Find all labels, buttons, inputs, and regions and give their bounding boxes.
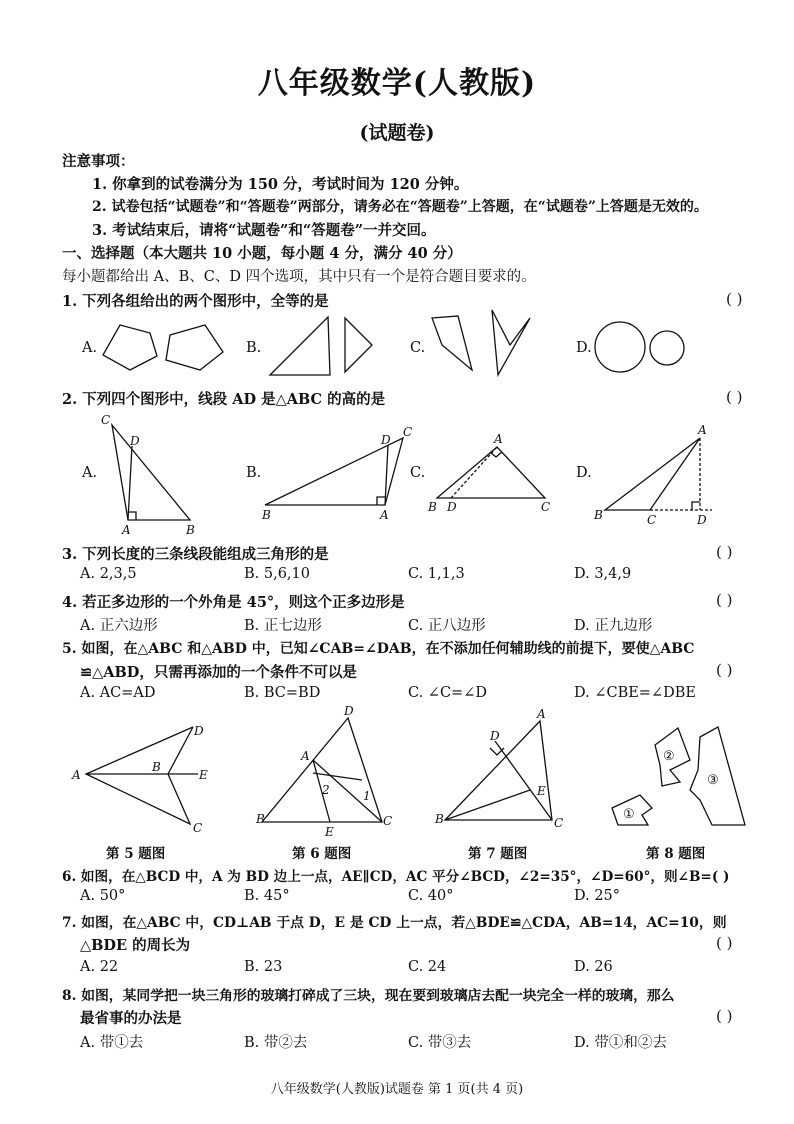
fig7-label-b: B: [435, 812, 444, 826]
q2-option-b: B.: [246, 465, 262, 481]
q6-option-d: D. 25°: [574, 888, 621, 904]
fig5-label-b: B: [152, 760, 161, 774]
q2c-label-d: D: [447, 500, 457, 514]
q2-stem: 2. 下列四个图形中，线段 AD 是△ABC 的高的是: [62, 391, 386, 408]
notes-heading: 注意事项：: [62, 153, 135, 170]
q2d-label-d: D: [697, 513, 707, 527]
caption-fig7: 第 7 题图: [468, 846, 528, 862]
fig8-label-3: ③: [707, 773, 719, 788]
note-1: 1. 你拿到的试卷满分为 150 分，考试时间为 120 分钟。: [92, 176, 469, 193]
q4-option-b: B. 正七边形: [244, 618, 322, 634]
q2d-label-c: C: [647, 513, 657, 527]
q6-stem: 6. 如图，在△BCD 中，A 为 BD 边上一点，AE∥CD，AC 平分∠BCD，∠2=35°，∠D=60°，则∠B=( ): [62, 869, 730, 885]
fig6-label-a: A: [301, 749, 310, 763]
fig5-label-e: E: [199, 768, 208, 782]
fig8-label-2: ②: [663, 749, 675, 764]
q8-stem: 8. 如图，某同学把一块三角形的玻璃打碎成了三块，现在要到玻璃店去配一块完全一样的玻璃，那么: [62, 988, 675, 1004]
q1-stem: 1. 下列各组给出的两个图形中，全等的是: [62, 293, 329, 310]
q1-answer-paren: ( ): [726, 290, 743, 308]
fig8-label-1: ①: [623, 807, 635, 822]
fig6-label-2: 2: [322, 783, 330, 797]
q3-option-b: B. 5,6,10: [244, 566, 310, 582]
q3-option-d: D. 3,4,9: [574, 566, 632, 582]
q7-stem: 7. 如图，在△ABC 中，CD⊥AB 于点 D，E 是 CD 上一点，若△BDE≌△CDA，AB=14，AC=10，则: [62, 915, 727, 931]
q2-option-a: A.: [82, 465, 98, 481]
q2a-label-b: B: [186, 523, 195, 537]
q8-answer-paren: ( ): [716, 1007, 733, 1025]
fig5-outline: [86, 727, 193, 824]
q1-option-c: C.: [410, 340, 426, 356]
q7-stem-cont: △BDE 的周长为: [80, 937, 191, 954]
q8-stem-cont: 最省事的办法是: [80, 1010, 182, 1027]
q2-answer-paren: ( ): [726, 388, 743, 406]
q2b-label-b: B: [262, 508, 271, 522]
q7-option-a: A. 22: [80, 959, 119, 975]
q8-option-b: B. 带②去: [244, 1035, 308, 1051]
q4-option-a: A. 正六边形: [80, 618, 158, 634]
q3-stem: 3. 下列长度的三条线段能组成三角形的是: [62, 546, 329, 563]
q1-option-d: D.: [576, 340, 592, 356]
fig7-label-d: D: [490, 729, 500, 743]
page-subtitle: (试题卷): [359, 122, 435, 144]
q2c-label-a: A: [494, 432, 503, 446]
q8-option-c: C. 带③去: [408, 1035, 472, 1051]
section-heading: 一、选择题（本大题共 10 小题，每小题 4 分，满分 40 分）: [62, 245, 462, 262]
q3-option-a: A. 2,3,5: [80, 566, 137, 582]
q2a-label-c: C: [101, 413, 111, 427]
fig6-label-1: 1: [363, 789, 371, 803]
caption-fig8: 第 8 题图: [646, 846, 706, 862]
note-3: 3. 考试结束后，请将“试题卷”和“答题卷”一并交回。: [92, 222, 436, 239]
q5-stem-cont: ≌△ABD，只需再添加的一个条件不可以是: [80, 664, 357, 681]
q2b-label-c: C: [403, 425, 413, 439]
fig6-label-d: D: [344, 704, 354, 718]
q5-option-c: C. ∠C=∠D: [408, 685, 487, 701]
q2d-label-a: A: [698, 423, 707, 437]
q7-option-b: B. 23: [244, 959, 283, 975]
note-2: 2. 试卷包括“试题卷”和“答题卷”两部分，请务必在“答题卷”上答题，在“试题卷”上答题是无效的。: [92, 199, 708, 215]
fig6-label-b: B: [256, 812, 265, 826]
q2c-label-b: B: [428, 500, 437, 514]
q6-option-b: B. 45°: [244, 888, 290, 904]
fig5-label-a: A: [72, 768, 81, 782]
page-title: 八年级数学(人教版): [257, 66, 537, 101]
q3-answer-paren: ( ): [716, 543, 733, 561]
fig7-line-be: [445, 790, 530, 820]
caption-fig5: 第 5 题图: [106, 846, 166, 862]
q7-option-c: C. 24: [408, 959, 447, 975]
q2b-label-d: D: [381, 433, 391, 447]
section-instruction: 每小题都给出 A、B、C、D 四个选项，其中只有一个是符合题目要求的。: [62, 269, 536, 285]
q5-option-b: B. BC=BD: [244, 685, 321, 701]
q5-answer-paren: ( ): [716, 661, 733, 679]
fig7-label-c: C: [554, 816, 564, 830]
q4-option-c: C. 正八边形: [408, 618, 486, 634]
q7-option-d: D. 26: [574, 959, 613, 975]
page-footer: 八年级数学(人教版)试题卷 第 1 页(共 4 页): [270, 1082, 524, 1097]
q8-option-d: D. 带①和②去: [574, 1035, 667, 1051]
q2c-label-c: C: [541, 500, 551, 514]
q2d-label-b: B: [594, 508, 603, 522]
q7-answer-paren: ( ): [716, 934, 733, 952]
fig6-label-e: E: [325, 825, 334, 839]
fig7-label-e: E: [537, 784, 546, 798]
fig6-line-inner: [313, 773, 362, 780]
q1-option-b: B.: [246, 340, 262, 356]
fig7-label-a: A: [537, 707, 546, 721]
fig5-label-c: C: [193, 821, 203, 835]
q2-option-c: C.: [410, 465, 426, 481]
q4-option-d: D. 正九边形: [574, 618, 653, 634]
q4-stem: 4. 若正多边形的一个外角是 45°，则这个正多边形是: [62, 594, 405, 611]
q6-option-a: A. 50°: [80, 888, 126, 904]
q2a-label-d: D: [130, 434, 140, 448]
q3-option-c: C. 1,1,3: [408, 566, 465, 582]
q2a-label-a: A: [122, 523, 131, 537]
q6-option-c: C. 40°: [408, 888, 454, 904]
caption-fig6: 第 6 题图: [292, 846, 352, 862]
q2-option-d: D.: [576, 465, 592, 481]
q5-option-d: D. ∠CBE=∠DBE: [574, 685, 696, 701]
fig6-label-c: C: [383, 814, 393, 828]
q5-option-a: A. AC=AD: [80, 685, 156, 701]
q8-option-a: A. 带①去: [80, 1035, 144, 1051]
q1-option-a: A.: [82, 340, 98, 356]
q5-stem: 5. 如图，在△ABC 和△ABD 中，已知∠CAB=∠DAB，在不添加任何辅助线的前提下，要使△ABC: [62, 641, 695, 657]
q2b-label-a: A: [380, 508, 389, 522]
fig5-label-d: D: [194, 724, 204, 738]
q4-answer-paren: ( ): [716, 591, 733, 609]
